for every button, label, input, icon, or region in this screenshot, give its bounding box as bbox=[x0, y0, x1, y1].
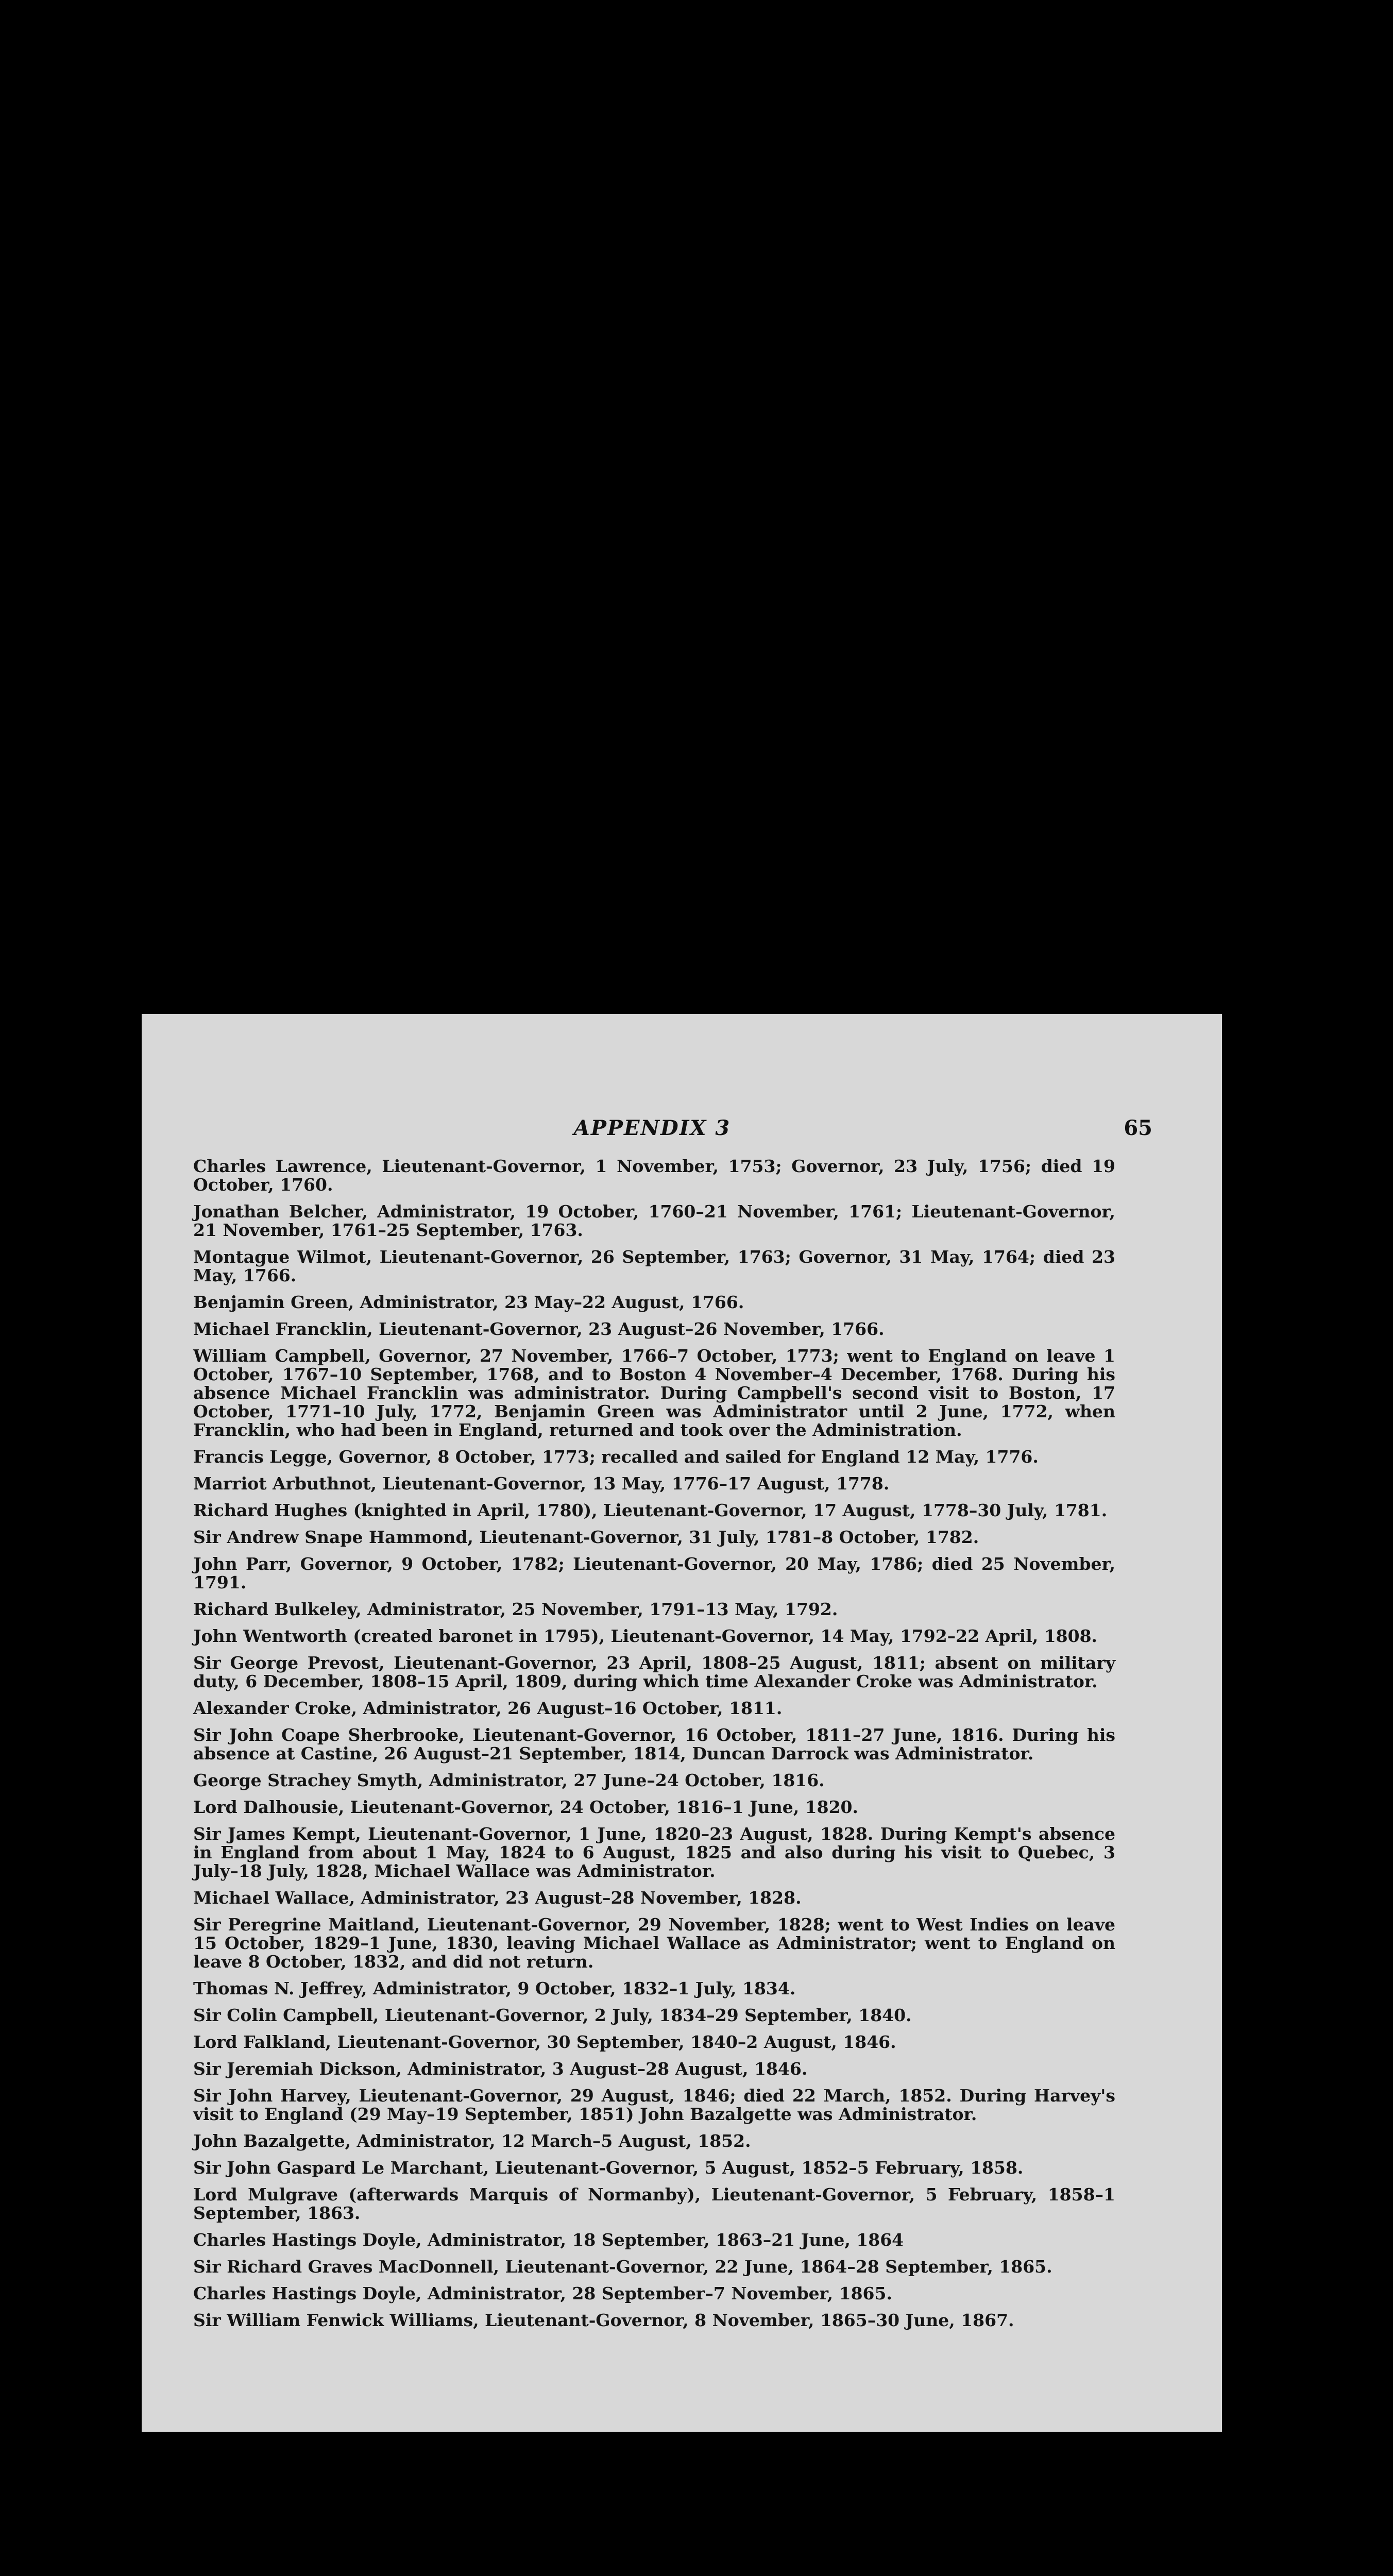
list-item: Sir William Fenwick Williams, Lieutenant-Governor, 8 November, 1865–30 June, 1867. bbox=[193, 2310, 1014, 2330]
governor-list bbox=[193, 1157, 1115, 2338]
scanned-page bbox=[142, 1014, 1222, 2432]
list-item: Benjamin Green, Administrator, 23 May–22 August, 1766. bbox=[193, 1292, 744, 1312]
list-item: Alexander Croke, Administrator, 26 August–16 October, 1811. bbox=[193, 1698, 783, 1718]
list-item: Sir Richard Graves MacDonnell, Lieutenant-Governor, 22 June, 1864–28 September, 1865. bbox=[193, 2257, 1052, 2277]
list-item: Lord Mulgrave (afterwards Marquis of Normanby), Lieutenant-Governor, 5 February, 1858–1 September, 1863. bbox=[193, 2184, 1115, 2223]
list-item: Lord Dalhousie, Lieutenant-Governor, 24 October, 1816–1 June, 1820. bbox=[193, 1797, 859, 1817]
list-item: Sir James Kempt, Lieutenant-Governor, 1 June, 1820–23 August, 1828. During Kempt's absence in England from about 1 May, 1824 to 6 August, 1825 and also during his visit to Quebec, 3 July–18 July, 1828, Michael Wallace was Administrator. bbox=[193, 1824, 1115, 1881]
list-item: Sir John Harvey, Lieutenant-Governor, 29 August, 1846; died 22 March, 1852. During Harvey's visit to England (29 May–19 September, 1851) John Bazalgette was Administrator. bbox=[193, 2086, 1115, 2124]
list-item: Michael Wallace, Administrator, 23 August–28 November, 1828. bbox=[193, 1888, 802, 1908]
list-item: Sir Colin Campbell, Lieutenant-Governor, 2 July, 1834–29 September, 1840. bbox=[193, 2005, 912, 2025]
list-item: John Wentworth (created baronet in 1795), Lieutenant-Governor, 14 May, 1792–22 April, 1808. bbox=[193, 1626, 1098, 1646]
list-item: Richard Hughes (knighted in April, 1780), Lieutenant-Governor, 17 August, 1778–30 July, 1781. bbox=[193, 1500, 1108, 1520]
page-number: 65 bbox=[1124, 1116, 1152, 1140]
list-item: John Bazalgette, Administrator, 12 March–5 August, 1852. bbox=[193, 2131, 751, 2151]
list-item: Sir Andrew Snape Hammond, Lieutenant-Governor, 31 July, 1781–8 October, 1782. bbox=[193, 1527, 979, 1547]
running-head bbox=[196, 1116, 1152, 1142]
list-item: Jonathan Belcher, Administrator, 19 October, 1760–21 November, 1761; Lieutenant-Governor, 21 November, 1761–25 September, 1763. bbox=[193, 1201, 1115, 1240]
list-item: Sir John Gaspard Le Marchant, Lieutenant-Governor, 5 August, 1852–5 February, 1858. bbox=[193, 2158, 1024, 2178]
list-item: William Campbell, Governor, 27 November, 1766–7 October, 1773; went to England on leave 1 October, 1767–10 September, 1768, and to Boston 4 November–4 December, 1768. During his absence Michael Francklin was administrator. During Campbell's second visit to Boston, 17 October, 1771–10 July, 1772, Benjamin Green was Administrator until 2 June, 1772, when Francklin, who had been in England, returned and took over the Administration. bbox=[193, 1346, 1115, 1440]
list-item: Marriot Arbuthnot, Lieutenant-Governor, 13 May, 1776–17 August, 1778. bbox=[193, 1473, 890, 1494]
list-item: Francis Legge, Governor, 8 October, 1773; recalled and sailed for England 12 May, 1776. bbox=[193, 1447, 1039, 1467]
list-item: John Parr, Governor, 9 October, 1782; Lieutenant-Governor, 20 May, 1786; died 25 November, 1791. bbox=[193, 1554, 1115, 1592]
list-item: Charles Hastings Doyle, Administrator, 28 September–7 November, 1865. bbox=[193, 2283, 892, 2303]
list-item: Sir Jeremiah Dickson, Administrator, 3 August–28 August, 1846. bbox=[193, 2059, 808, 2079]
list-item: Charles Hastings Doyle, Administrator, 18 September, 1863–21 June, 1864 bbox=[193, 2230, 904, 2250]
list-item: Sir Peregrine Maitland, Lieutenant-Governor, 29 November, 1828; went to West Indies on leave 15 October, 1829–1 June, 1830, leaving Michael Wallace as Administrator; went to England on leave 8 October, 1832, and did not return. bbox=[193, 1914, 1115, 1972]
list-item: Richard Bulkeley, Administrator, 25 November, 1791–13 May, 1792. bbox=[193, 1599, 838, 1619]
list-item: George Strachey Smyth, Administrator, 27 June–24 October, 1816. bbox=[193, 1770, 825, 1790]
list-item: Lord Falkland, Lieutenant-Governor, 30 September, 1840–2 August, 1846. bbox=[193, 2032, 896, 2052]
list-item: Charles Lawrence, Lieutenant-Governor, 1 November, 1753; Governor, 23 July, 1756; died 19 October, 1760. bbox=[193, 1156, 1115, 1195]
list-item: Thomas N. Jeffrey, Administrator, 9 October, 1832–1 July, 1834. bbox=[193, 1978, 796, 1998]
page-title: APPENDIX 3 bbox=[573, 1116, 731, 1140]
list-item: Sir George Prevost, Lieutenant-Governor, 23 April, 1808–25 August, 1811; absent on military duty, 6 December, 1808–15 April, 1809, during which time Alexander Croke was Administrator. bbox=[193, 1653, 1115, 1691]
list-item: Michael Francklin, Lieutenant-Governor, 23 August–26 November, 1766. bbox=[193, 1319, 885, 1339]
list-item: Montague Wilmot, Lieutenant-Governor, 26 September, 1763; Governor, 31 May, 1764; died 23 May, 1766. bbox=[193, 1247, 1115, 1285]
list-item: Sir John Coape Sherbrooke, Lieutenant-Governor, 16 October, 1811–27 June, 1816. During his absence at Castine, 26 August–21 September, 1814, Duncan Darrock was Administrator. bbox=[193, 1725, 1115, 1764]
